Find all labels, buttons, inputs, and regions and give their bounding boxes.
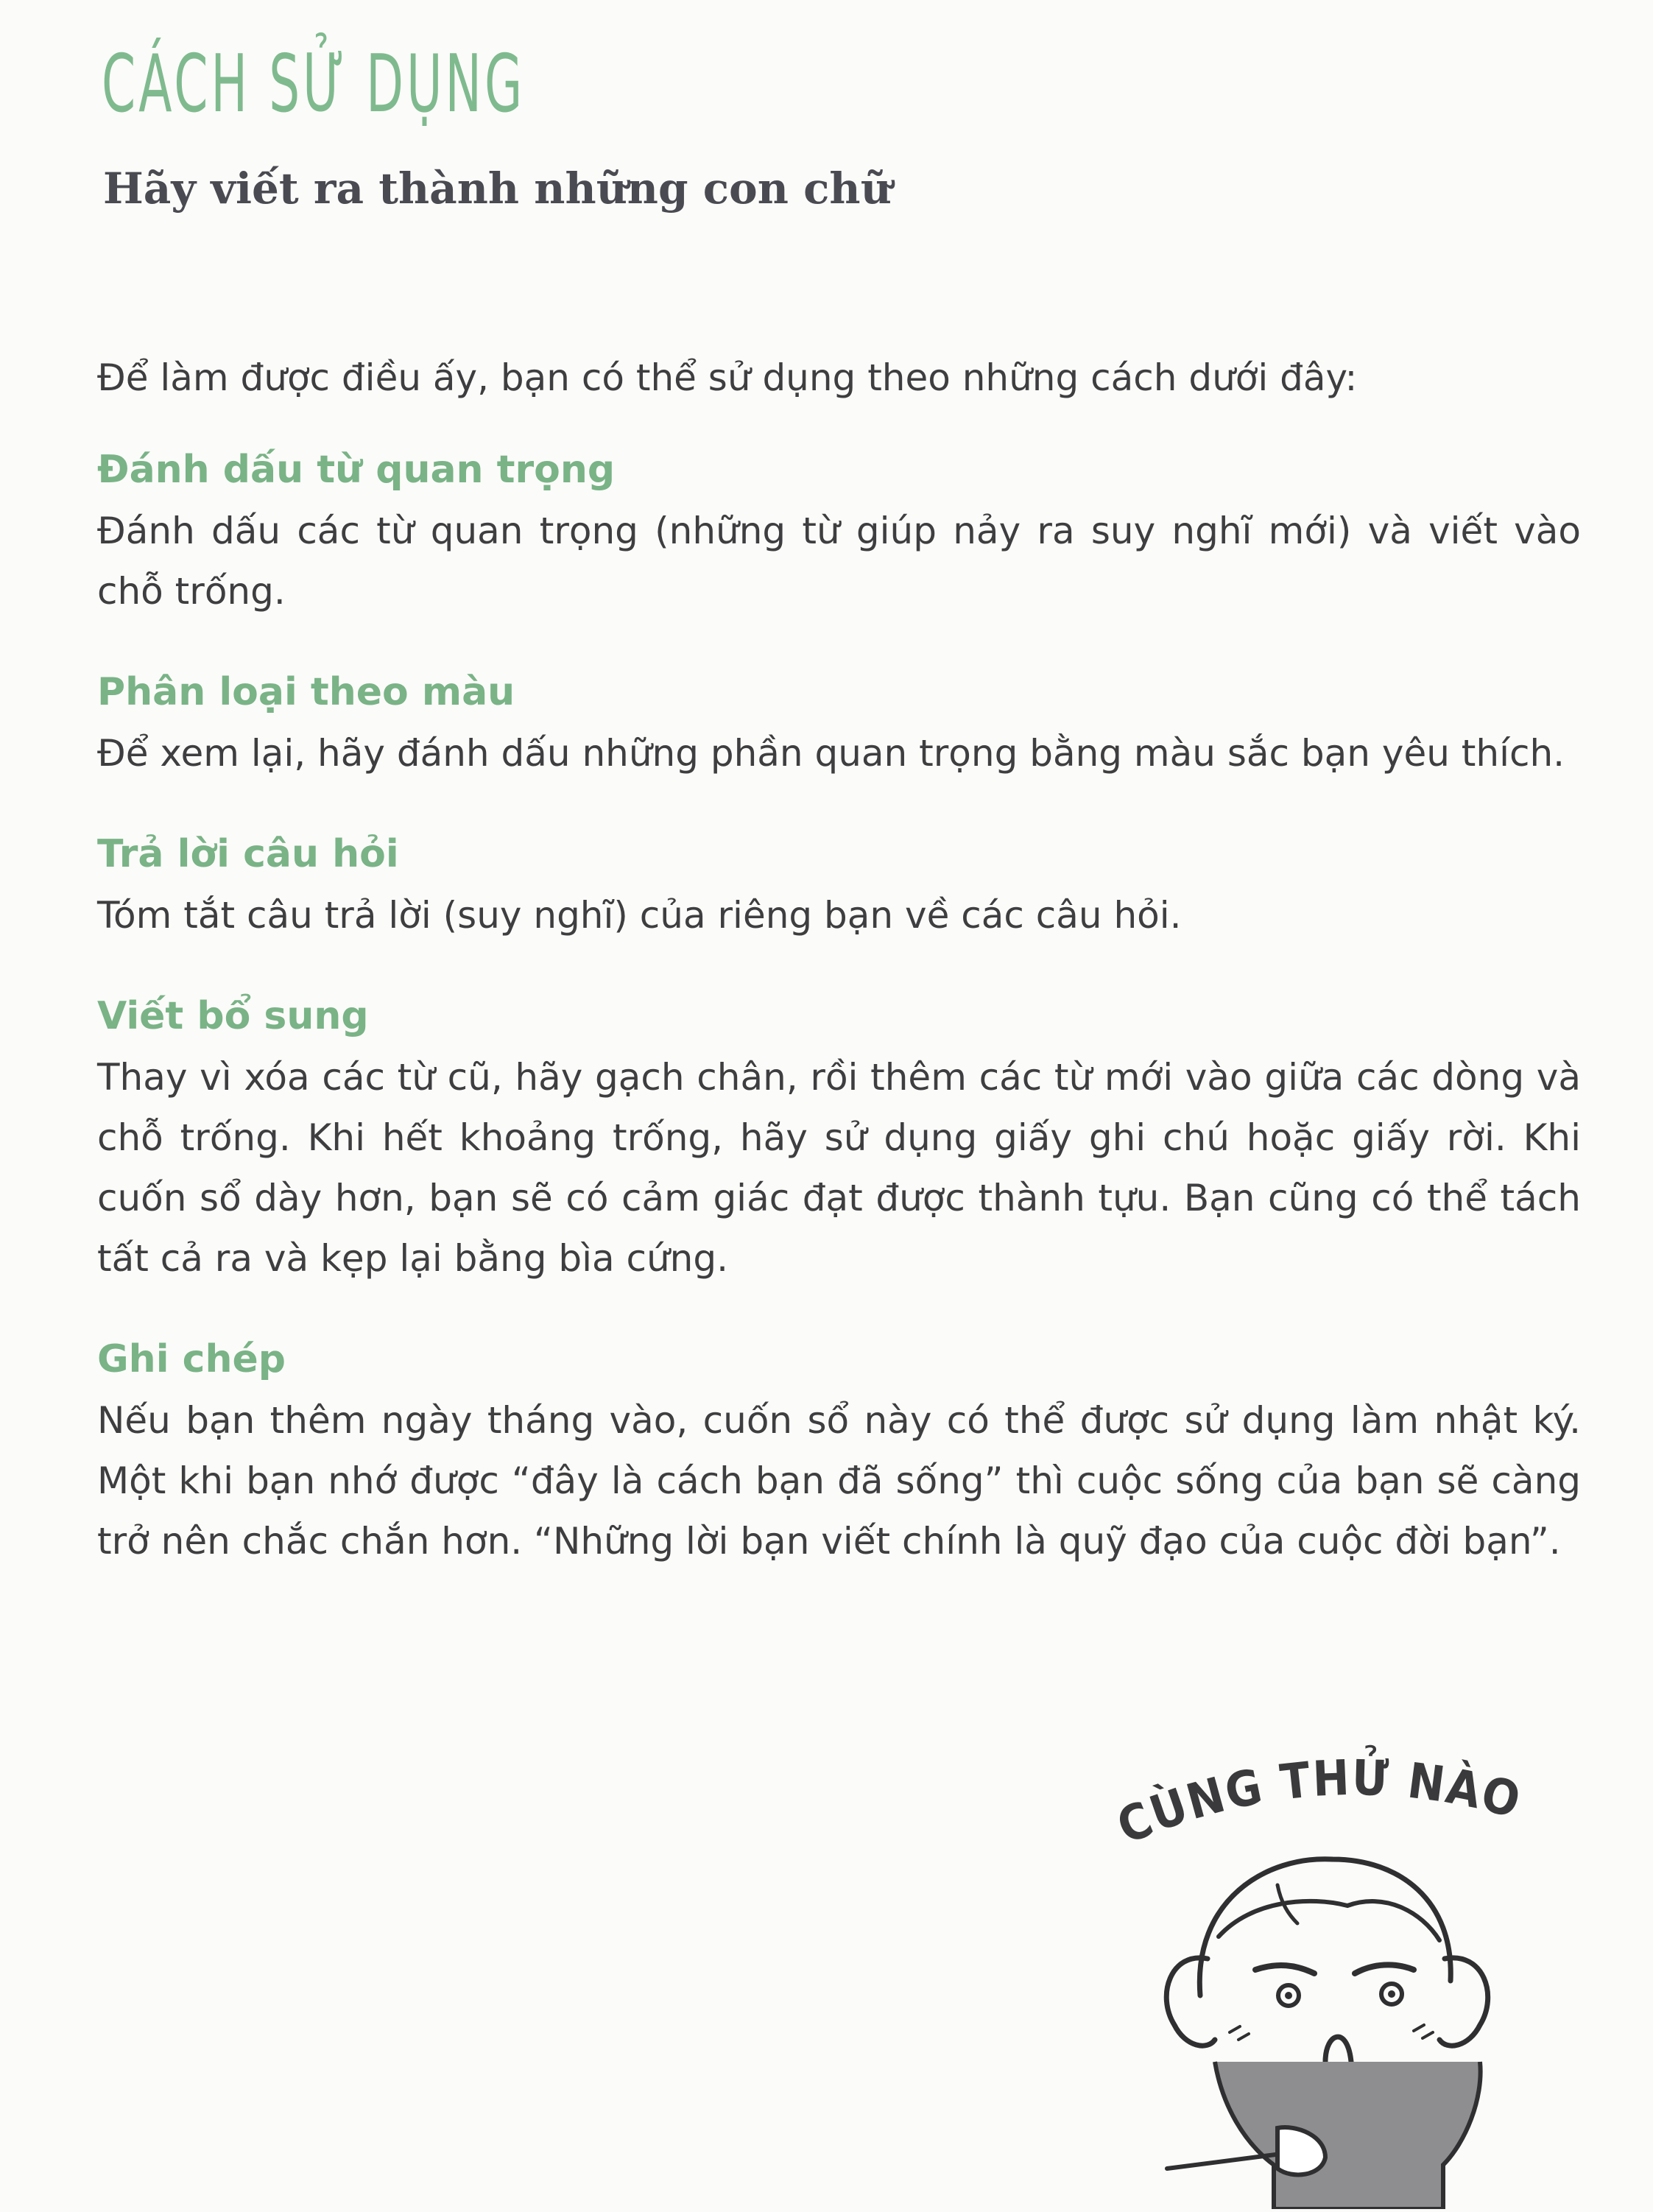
section-journal	[97, 1330, 1581, 1571]
section-write-more	[97, 987, 1581, 1289]
section-heading: Viết bổ sung	[97, 994, 369, 1038]
section-color-code	[97, 663, 1581, 783]
page-subtitle: Hãy viết ra thành những con chữ	[103, 163, 892, 214]
illustration	[1104, 1716, 1561, 2209]
section-answer-questions	[97, 825, 1581, 945]
section-heading: Ghi chép	[97, 1337, 286, 1381]
section-heading: Trả lời câu hỏi	[97, 832, 399, 876]
page-title: CÁCH SỬ DỤNG	[102, 38, 526, 130]
section-mark-keywords	[97, 440, 1581, 621]
content	[97, 348, 1581, 1613]
section-body: Thay vì xóa các từ cũ, hãy gạch chân, rồi thêm các từ mới vào giữa các dòng và chỗ trống. Khi hết khoảng trống, hãy sử dụng giấy ghi chú hoặc giấy rời. Khi cuốn sổ dày hơn, bạn sẽ có cảm giác đạt được thành tựu. Bạn cũng có thể tách tất cả ra và kẹp lại bằng bìa cứng.	[97, 1056, 1581, 1280]
section-body: Để xem lại, hãy đánh dấu những phần quan trọng bằng màu sắc bạn yêu thích.	[97, 732, 1565, 775]
section-heading: Đánh dấu từ quan trọng	[97, 448, 616, 492]
section-heading: Phân loại theo màu	[97, 670, 515, 714]
section-body: Đánh dấu các từ quan trọng (những từ giúp nảy ra suy nghĩ mới) và viết vào chỗ trống.	[97, 510, 1581, 613]
illustration-caption: CÙNG THỬ NÀO	[1109, 1749, 1528, 1856]
thinking-character-icon	[1104, 1716, 1561, 2209]
section-body: Tóm tắt câu trả lời (suy nghĩ) của riêng bạn về các câu hỏi.	[97, 894, 1182, 937]
section-body: Nếu bạn thêm ngày tháng vào, cuốn sổ này có thể được sử dụng làm nhật ký. Một khi bạn nhớ được “đây là cách bạn đã sống” thì cuộc sống của bạn sẽ càng trở nên chắc chắn hơn. “Những lời bạn viết chính là quỹ đạo của cuộc đời bạn”.	[97, 1399, 1581, 1563]
intro-text: Để làm được điều ấy, bạn có thể sử dụng theo những cách dưới đây:	[97, 356, 1358, 399]
